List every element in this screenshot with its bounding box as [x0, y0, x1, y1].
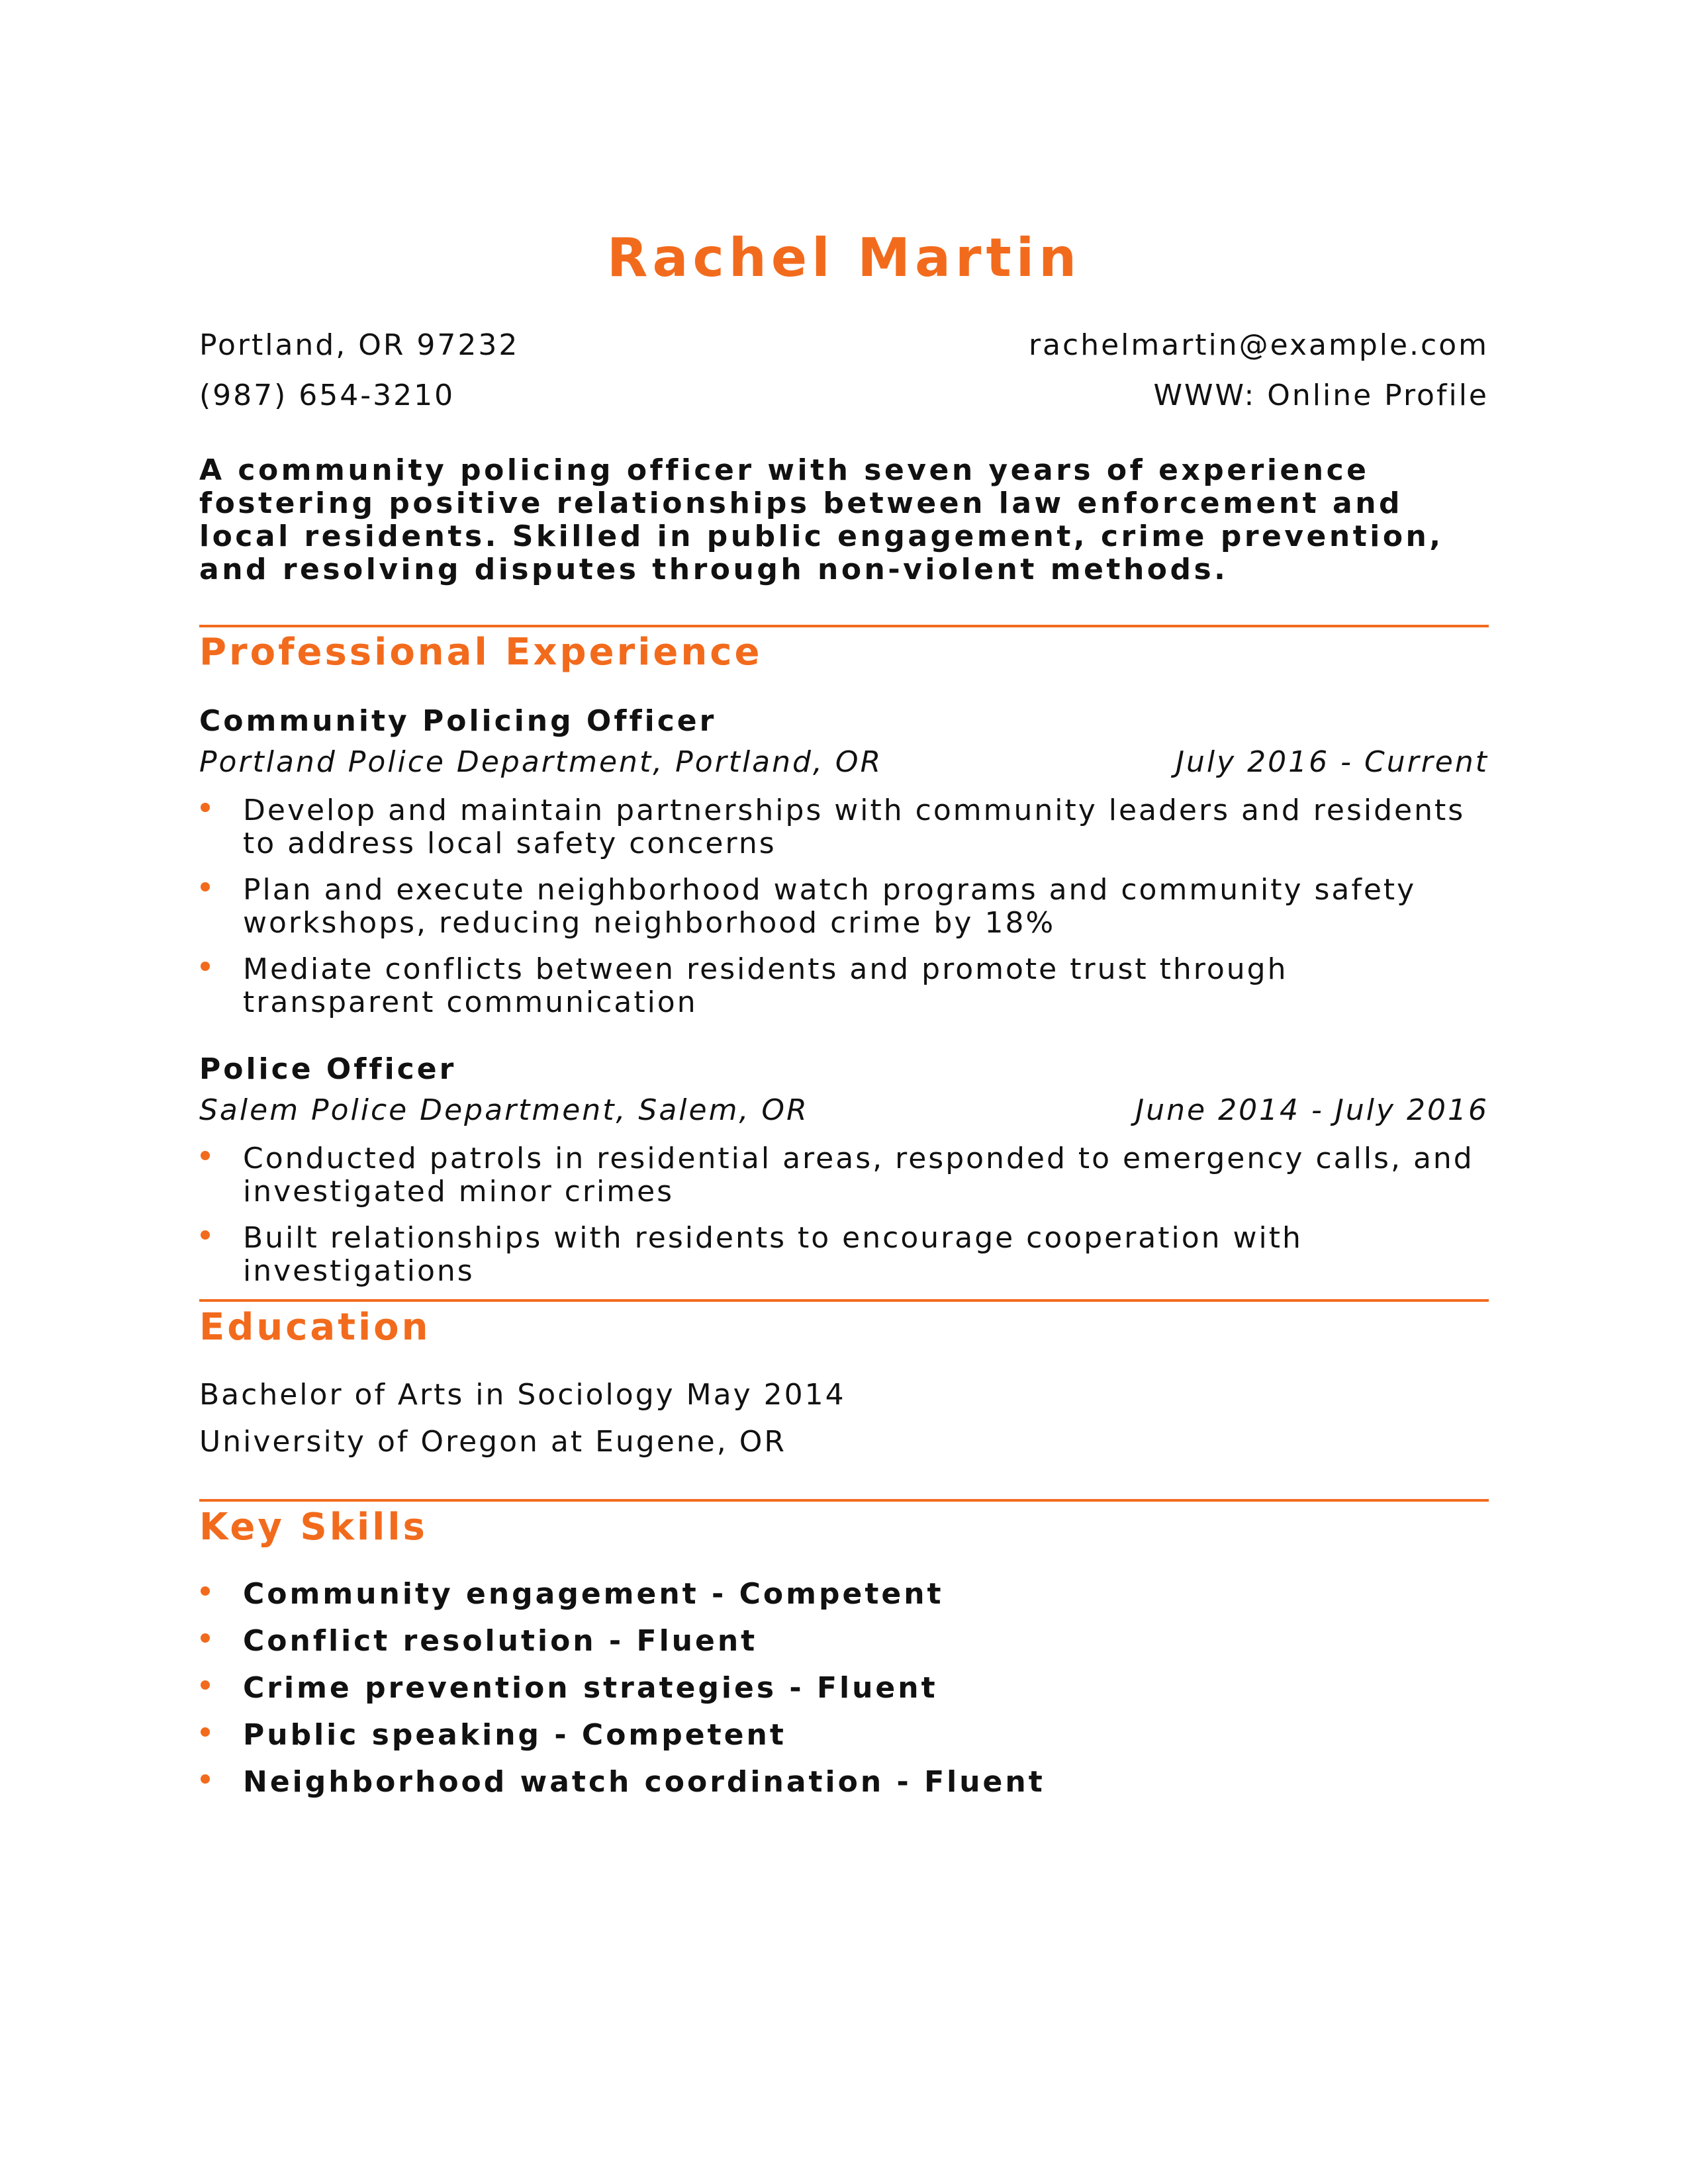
bullet-text: Built relationships with residents to encourage cooperation with investigations	[243, 1221, 1303, 1288]
job-meta	[199, 745, 1489, 779]
section-divider	[199, 625, 1489, 627]
bullet-dot-icon	[201, 803, 210, 812]
skill-text: Crime prevention strategies - Fluent	[243, 1671, 938, 1705]
professional-summary: A community policing officer with seven years of experience fostering positive relationships between law enforcement and local residents. Skilled in public engagement, crime prevention, and resolving disputes through non-violent methods.	[199, 453, 1444, 586]
candidate-name: Rachel Martin	[606, 227, 1082, 289]
bullet-text: Mediate conflicts between residents and promote trust through transparent communication	[243, 952, 1288, 1019]
bullet-dot-icon	[201, 962, 210, 971]
bullet-dot-icon	[201, 1633, 210, 1643]
list-item	[199, 794, 1489, 860]
bullet-dot-icon	[201, 1151, 210, 1160]
skill-text: Conflict resolution - Fluent	[243, 1624, 758, 1658]
section-title-experience: Professional Experience	[199, 631, 763, 674]
list-item	[199, 1719, 1489, 1752]
bullet-dot-icon	[201, 1586, 210, 1596]
list-item	[199, 1578, 1489, 1611]
website-link[interactable]: WWW: Online Profile	[1153, 379, 1489, 412]
skills-list	[199, 1578, 1489, 1813]
list-item	[199, 953, 1489, 1019]
list-item	[199, 1222, 1489, 1288]
list-item	[199, 1142, 1489, 1208]
job-bullet-list	[199, 1142, 1489, 1301]
bullet-dot-icon	[201, 1727, 210, 1737]
job-bullet-list	[199, 794, 1489, 1032]
bullet-dot-icon	[201, 1774, 210, 1784]
bullet-text: Conducted patrols in residential areas, responded to emergency calls, and investigated minor crimes	[243, 1142, 1474, 1208]
bullet-dot-icon	[201, 1230, 210, 1240]
skill-text: Public speaking - Competent	[243, 1718, 786, 1752]
job-title: Community Policing Officer	[199, 704, 717, 738]
bullet-dot-icon	[201, 1680, 210, 1690]
section-divider	[199, 1299, 1489, 1302]
education-degree: Bachelor of Arts in Sociology May 2014	[199, 1378, 846, 1412]
job-dates: July 2016 - Current	[1176, 745, 1489, 779]
email-link[interactable]: rachelmartin@example.com	[1028, 328, 1489, 362]
education-school: University of Oregon at Eugene, OR	[199, 1425, 786, 1459]
location-text: Portland, OR 97232	[199, 328, 520, 362]
skill-text: Community engagement - Competent	[243, 1577, 944, 1611]
contact-row-1	[199, 328, 1489, 362]
bullet-text: Plan and execute neighborhood watch programs and community safety workshops, reducing neighborhood crime by 18%	[243, 873, 1417, 940]
list-item	[199, 874, 1489, 940]
job-title: Police Officer	[199, 1052, 457, 1086]
list-item	[199, 1625, 1489, 1658]
section-title-skills: Key Skills	[199, 1506, 428, 1549]
list-item	[199, 1766, 1489, 1799]
list-item	[199, 1672, 1489, 1705]
section-divider	[199, 1499, 1489, 1502]
bullet-dot-icon	[201, 882, 210, 891]
contact-row-2	[199, 381, 1489, 410]
section-title-education: Education	[199, 1306, 431, 1349]
bullet-text: Develop and maintain partnerships with community leaders and residents to address local safety concerns	[243, 794, 1466, 860]
phone-text: (987) 654-3210	[199, 379, 455, 412]
job-meta	[199, 1093, 1489, 1127]
skill-text: Neighborhood watch coordination - Fluent	[243, 1765, 1045, 1799]
job-employer: Portland Police Department, Portland, OR	[199, 745, 883, 779]
job-dates: June 2014 - July 2016	[1135, 1093, 1489, 1127]
job-employer: Salem Police Department, Salem, OR	[199, 1093, 809, 1127]
